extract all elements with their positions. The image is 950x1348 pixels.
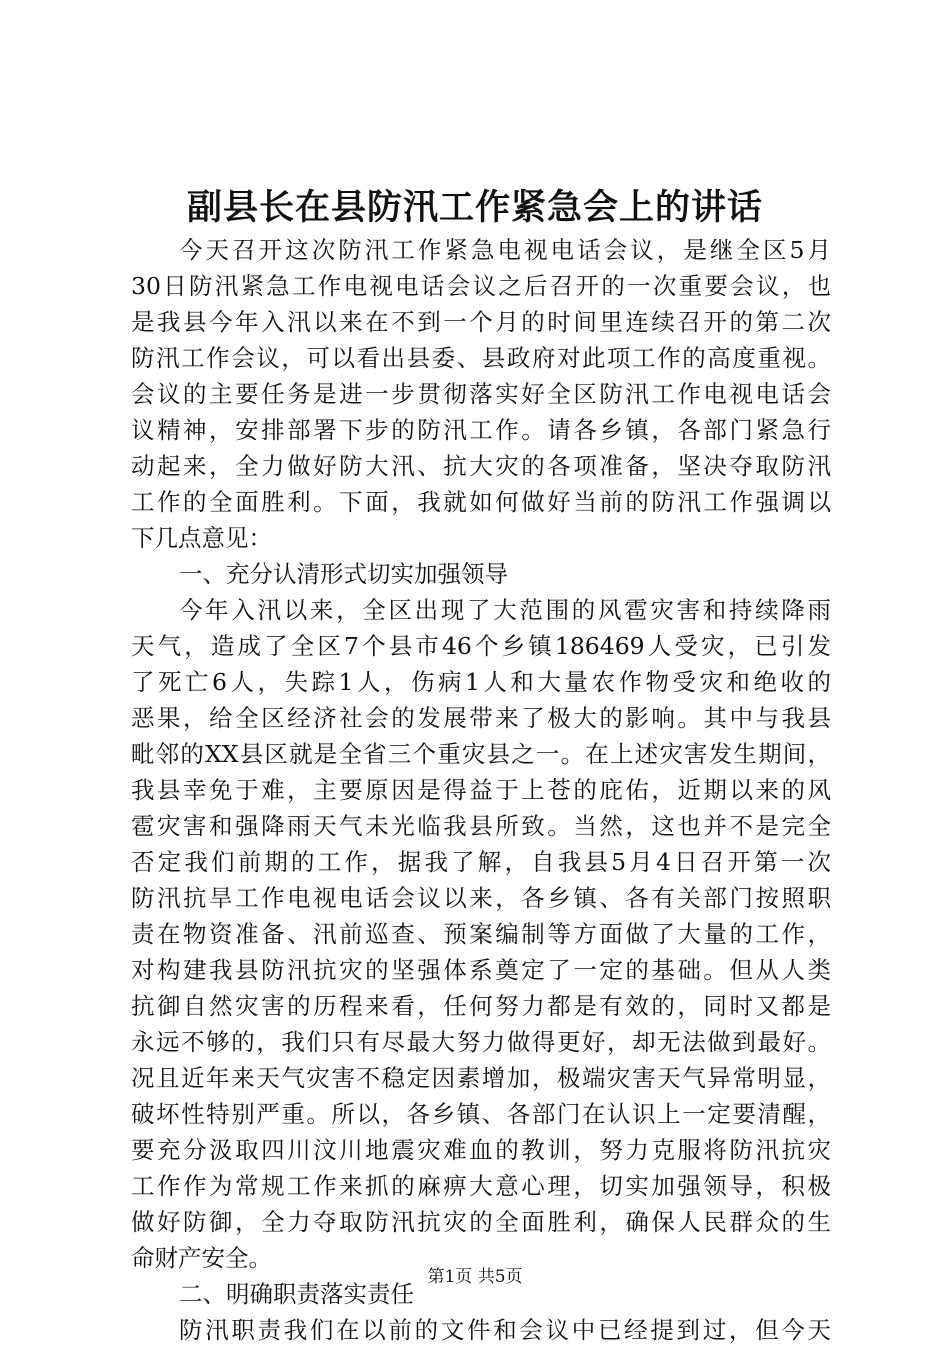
paragraph-line: 下几点意见： bbox=[131, 524, 272, 552]
paragraph-line: 天气，造成了全区7个县市46个乡镇186469人受灾，已引发 bbox=[131, 632, 831, 660]
section-heading: 二、明确职责落实责任 bbox=[179, 1280, 414, 1308]
paragraph-line: 工作的全面胜利。下面，我就如何做好当前的防汛工作强调以 bbox=[131, 488, 831, 516]
paragraph-line: 防汛抗旱工作电视电话会议以来，各乡镇、各有关部门按照职 bbox=[131, 884, 831, 912]
paragraph-line: 动起来，全力做好防大汛、抗大灾的各项准备，坚决夺取防汛 bbox=[131, 452, 831, 480]
paragraph-line: 防汛职责我们在以前的文件和会议中已经提到过，但今天 bbox=[179, 1316, 831, 1344]
paragraph-line: 破坏性特别严重。所以，各乡镇、各部门在认识上一定要清醒， bbox=[131, 1100, 831, 1128]
paragraph-line: 恶果，给全区经济社会的发展带来了极大的影响。其中与我县 bbox=[131, 704, 831, 732]
page-footer: 第1页 共5页 bbox=[427, 1267, 523, 1287]
paragraph-line: 防汛工作会议，可以看出县委、县政府对此项工作的高度重视。 bbox=[131, 344, 831, 372]
paragraph-line: 毗邻的XX县区就是全省三个重灾县之一。在上述灾害发生期间， bbox=[131, 740, 831, 768]
paragraph-line: 了死亡6人，失踪1人，伤病1人和大量农作物受灾和绝收的 bbox=[131, 668, 831, 696]
paragraph-line: 命财产安全。 bbox=[131, 1244, 272, 1272]
section-heading: 一、充分认清形式切实加强领导 bbox=[179, 560, 508, 588]
paragraph-line: 雹灾害和强降雨天气未光临我县所致。当然，这也并不是完全 bbox=[131, 812, 831, 840]
paragraph-line: 30日防汛紧急工作电视电话会议之后召开的一次重要会议，也 bbox=[131, 272, 831, 300]
document-body bbox=[131, 232, 831, 1348]
paragraph-line: 做好防御，全力夺取防汛抗灾的全面胜利，确保人民群众的生 bbox=[131, 1208, 831, 1236]
paragraph-line: 对构建我县防汛抗灾的坚强体系奠定了一定的基础。但从人类 bbox=[131, 956, 831, 984]
document-title: 副县长在县防汛工作紧急会上的讲话 bbox=[186, 187, 763, 228]
paragraph-line: 是我县今年入汛以来在不到一个月的时间里连续召开的第二次 bbox=[131, 308, 831, 336]
paragraph-line: 永远不够的，我们只有尽最大努力做得更好，却无法做到最好。 bbox=[131, 1028, 831, 1056]
paragraph-line: 工作作为常规工作来抓的麻痹大意心理，切实加强领导，积极 bbox=[131, 1172, 831, 1200]
paragraph-line: 要充分汲取四川汶川地震灾难血的教训，努力克服将防汛抗灾 bbox=[131, 1136, 831, 1164]
paragraph-line: 否定我们前期的工作，据我了解，自我县5月4日召开第一次 bbox=[131, 848, 831, 876]
paragraph-line: 会议的主要任务是进一步贯彻落实好全区防汛工作电视电话会 bbox=[131, 380, 831, 408]
paragraph-line: 今年入汛以来，全区出现了大范围的风雹灾害和持续降雨 bbox=[179, 596, 831, 624]
paragraph-line: 况且近年来天气灾害不稳定因素增加，极端灾害天气异常明显， bbox=[131, 1064, 831, 1092]
paragraph-line: 今天召开这次防汛工作紧急电视电话会议，是继全区5月 bbox=[179, 236, 831, 264]
paragraph-line: 责在物资准备、汛前巡查、预案编制等方面做了大量的工作， bbox=[131, 920, 831, 948]
paragraph-line: 议精神，安排部署下步的防汛工作。请各乡镇，各部门紧急行 bbox=[131, 416, 831, 444]
paragraph-line: 我县幸免于难，主要原因是得益于上苍的庇佑，近期以来的风 bbox=[131, 776, 831, 804]
paragraph-line: 抗御自然灾害的历程来看，任何努力都是有效的，同时又都是 bbox=[131, 992, 831, 1020]
